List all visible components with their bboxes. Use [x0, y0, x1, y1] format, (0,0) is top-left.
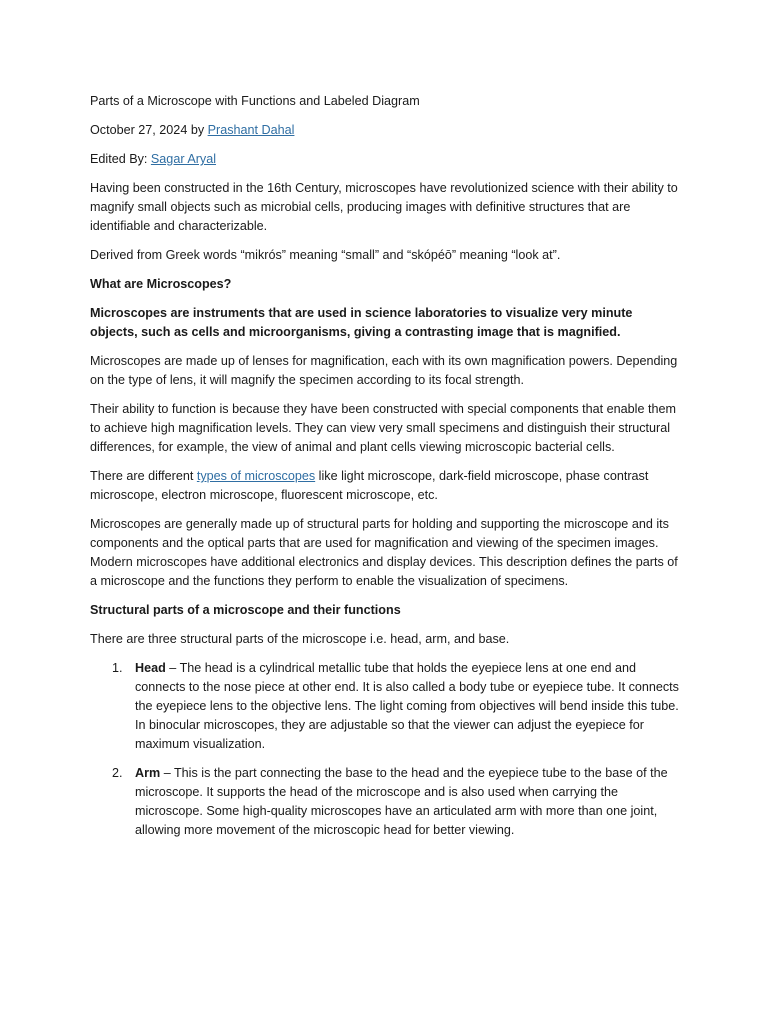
- definition-paragraph: Microscopes are instruments that are used in science laboratories to visualize very minute objects, such as cells and microorganisms, giving a contrasting image that is magnified.: [90, 306, 633, 339]
- date-text: October 27, 2024 by: [90, 123, 208, 137]
- edited-by: [90, 150, 680, 169]
- function-paragraph: Their ability to function is because they have been constructed with special components that enable them to achieve high magnification levels. They can view very small specimens and distinguish their structural differences, for example, the view of animal and plant cells viewing microscopic bacterial cells.: [90, 402, 676, 454]
- lenses-paragraph: Microscopes are made up of lenses for magnification, each with its own magnification powers. Depending on the type of lens, it will magnify the specimen according to its focal strength.: [90, 354, 678, 387]
- byline: [90, 121, 680, 140]
- editor-link[interactable]: Sagar Aryal: [150, 152, 217, 166]
- structural-intro: There are three structural parts of the microscope i.e. head, arm, and base.: [90, 632, 510, 646]
- parts-paragraph: Microscopes are generally made up of structural parts for holding and supporting the microscope and its components and the optical parts that are used for magnification and viewing of the specimen images. Modern microscopes have additional electronics and display devices. This description defines the parts of a microscope and the functions they perform to enable the visualization of specimens.: [90, 517, 678, 588]
- author-link[interactable]: Prashant Dahal: [207, 123, 295, 137]
- types-of-microscopes-link[interactable]: types of microscopes: [196, 469, 316, 483]
- list-number: 2.: [112, 766, 123, 780]
- article-body: [90, 92, 680, 850]
- list-item: [90, 764, 680, 840]
- intro-paragraph: Having been constructed in the 16th Century, microscopes have revolutionized science with their ability to magnify small objects such as microbial cells, producing images with definitive structures that are identifiable and characterizable.: [90, 181, 678, 233]
- etymology-paragraph: Derived from Greek words “mikrós” meaning “small” and “skópéō” meaning “look at”.: [90, 248, 561, 262]
- edited-label: Edited By:: [90, 152, 151, 166]
- list-text: – The head is a cylindrical metallic tube that holds the eyepiece lens at one end and connects to the nose piece at other end. It is also called a body tube or eyepiece tube. It connects the eyepiece lens to the objective lens. The light coming from objectives will bend inside this tube. In binocular microscopes, they are adjustable so that the viewer can adjust the eyepiece for maximum visualization.: [135, 661, 679, 751]
- types-prefix: There are different: [90, 469, 197, 483]
- heading-structural-parts: Structural parts of a microscope and their functions: [90, 603, 401, 617]
- list-text: – This is the part connecting the base to the head and the eyepiece tube to the base of the microscope. It supports the head of the microscope and is also used when carrying the microscope. Some high-quality microscopes have an articulated arm with more than one joint, allowing more movement of the microscopic head for better viewing.: [135, 766, 668, 837]
- heading-what-are-microscopes: What are Microscopes?: [90, 277, 232, 291]
- list-term: Arm: [135, 766, 161, 780]
- types-paragraph: [90, 467, 680, 505]
- list-term: Head: [135, 661, 166, 675]
- list-item: [90, 659, 680, 754]
- article-title: Parts of a Microscope with Functions and Labeled Diagram: [90, 94, 420, 108]
- list-number: 1.: [112, 661, 123, 675]
- types-suffix: like light microscope, dark-field microscope, phase contrast microscope, electron microscope, fluorescent microscope, etc.: [90, 469, 649, 502]
- structural-parts-list: [90, 659, 680, 840]
